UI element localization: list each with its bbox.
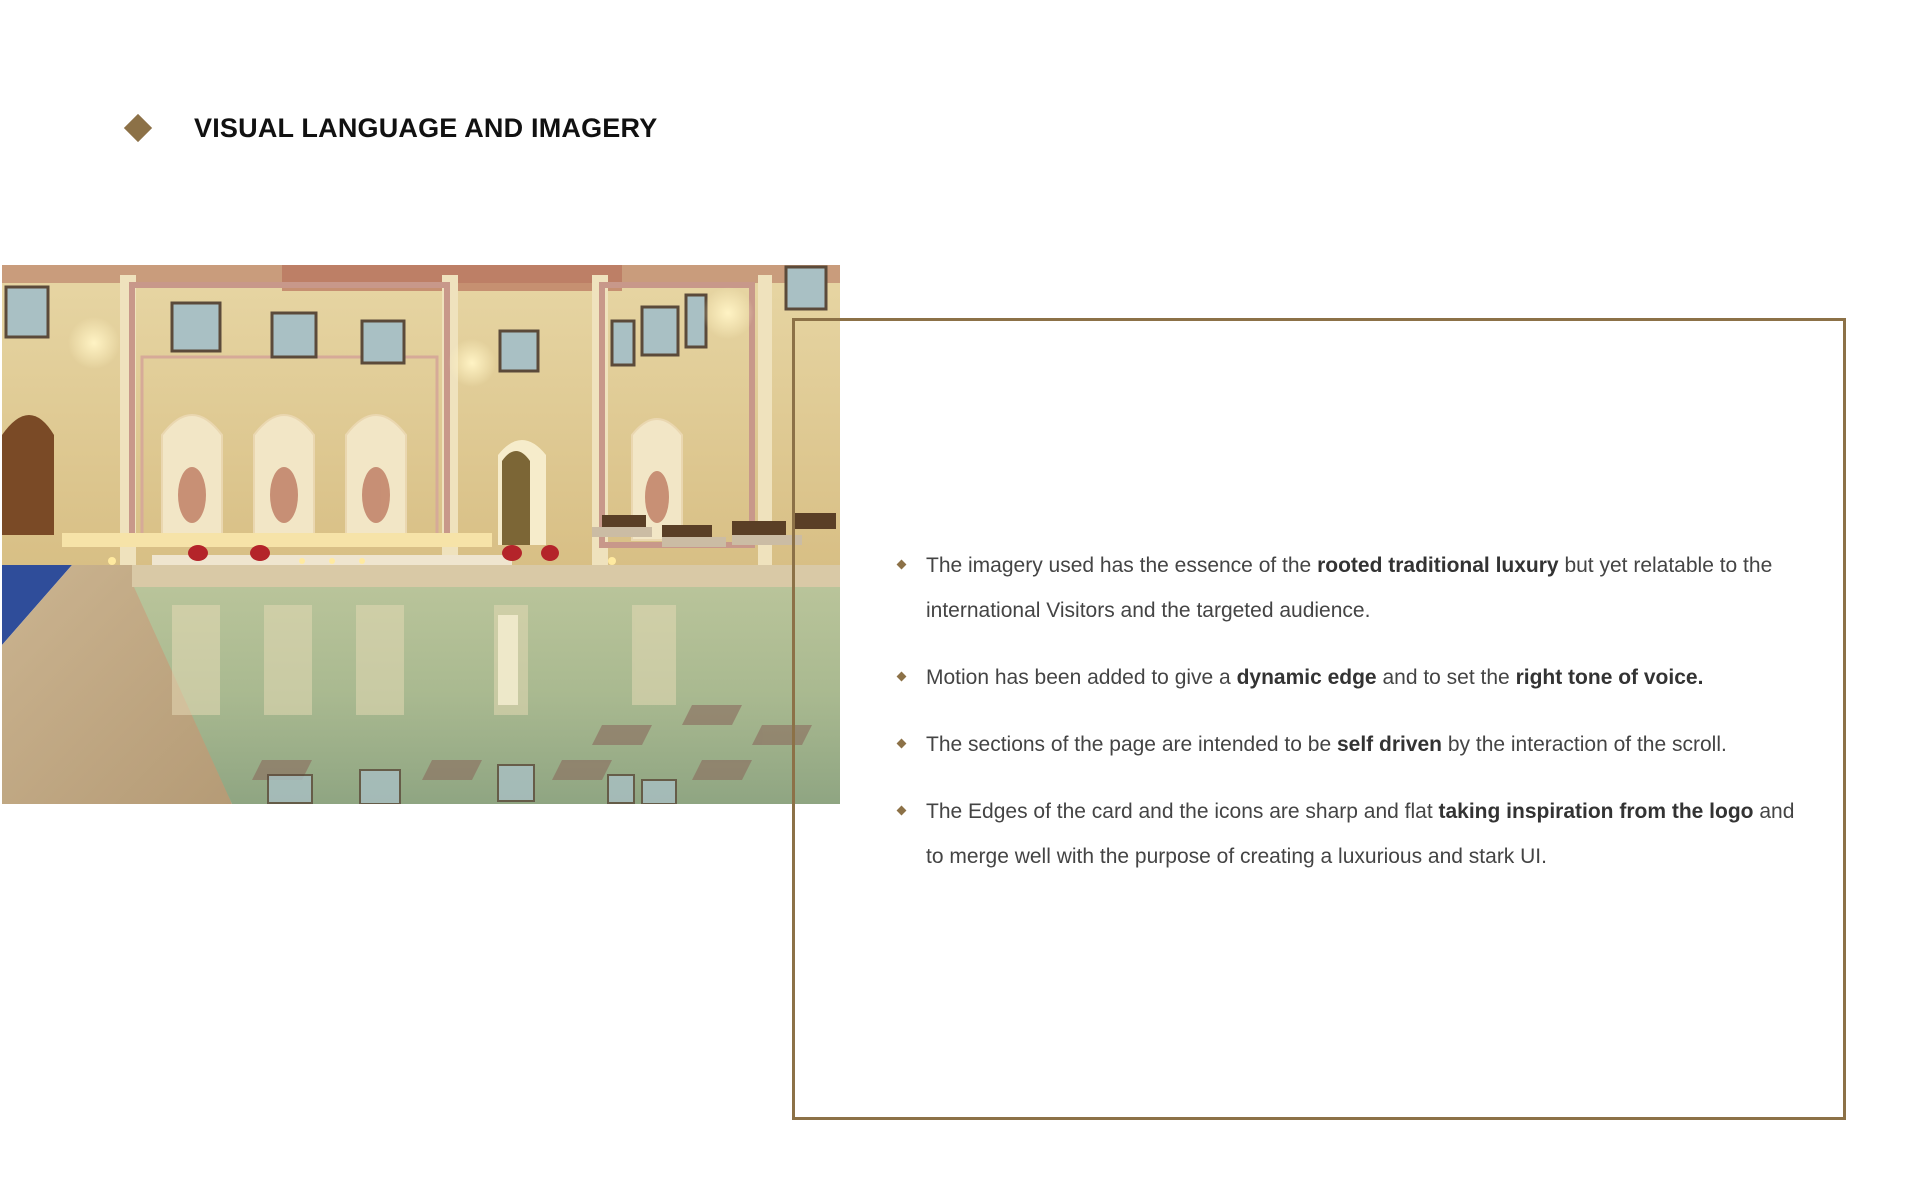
bullet-emphasis: rooted traditional luxury: [1317, 554, 1559, 577]
bullet-emphasis: self driven: [1336, 733, 1443, 756]
list-item: [898, 722, 1798, 767]
page-title: VISUAL LANGUAGE AND IMAGERY: [194, 112, 658, 143]
bullet-text: The sections of the page are intended to be: [926, 733, 1337, 756]
bullet-text: The Edges of the card and the icons are sharp and flat: [926, 800, 1439, 823]
section-header: [124, 108, 657, 148]
bullet-emphasis: taking inspiration from the logo: [1438, 800, 1754, 823]
pool-hall-image: [2, 265, 840, 804]
small-diamond-icon: [897, 560, 907, 570]
diamond-icon: [124, 114, 152, 142]
bullet-text: The imagery used has the essence of the: [926, 554, 1318, 577]
bullet-emphasis: dynamic edge: [1236, 666, 1377, 689]
bullet-text: by the interaction of the scroll.: [1442, 733, 1727, 756]
bullet-text: and to set the: [1376, 666, 1516, 689]
bullet-text: and to merge well with the purpose of creating a luxurious and stark UI.: [926, 800, 1795, 868]
list-item: [898, 655, 1798, 700]
bullet-text: but yet relatable to the international Visitors and the targeted audience.: [926, 554, 1773, 622]
small-diamond-icon: [897, 739, 907, 749]
list-item: [898, 789, 1798, 879]
bullet-text: Motion has been added to give a: [926, 666, 1237, 689]
small-diamond-icon: [897, 672, 907, 682]
bullet-list: [898, 543, 1798, 901]
bullet-emphasis: right tone of voice.: [1515, 666, 1704, 689]
small-diamond-icon: [897, 806, 907, 816]
list-item: [898, 543, 1798, 633]
